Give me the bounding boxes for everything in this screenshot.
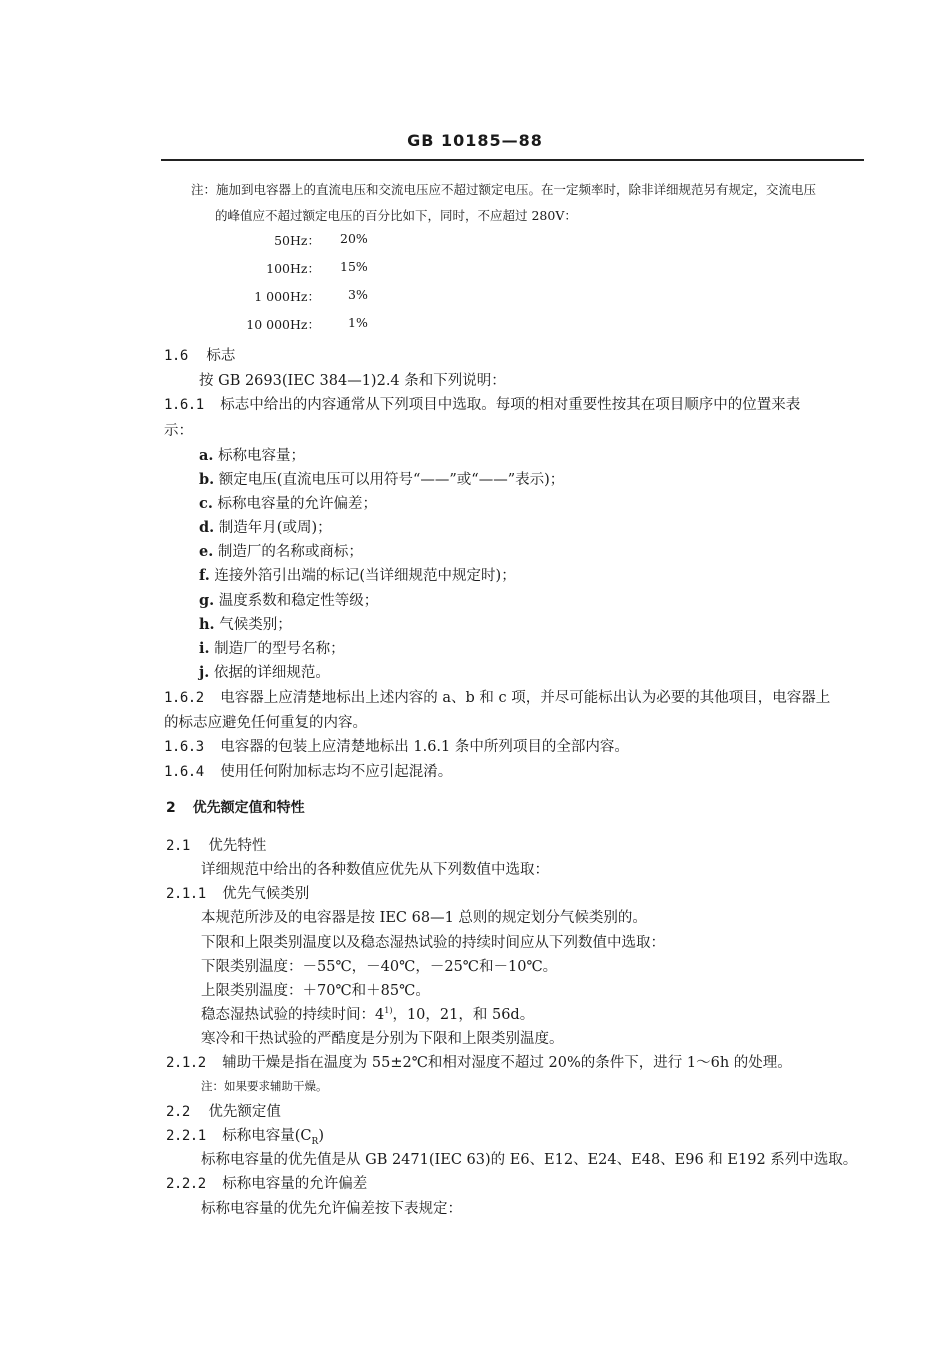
climate-line: 下限和上限类别温度以及稳态湿热试验的持续时间应从下列数值中选取： — [201, 935, 665, 951]
section-number: 2.2.2 — [166, 1176, 206, 1192]
list-item — [199, 661, 330, 682]
item-letter: h. — [199, 616, 215, 633]
footnote-ref: 1) — [384, 1006, 393, 1016]
section-title: 标称电容量的允许偏差 — [222, 1176, 368, 1192]
item-text: 制造年月(或周)； — [218, 520, 332, 536]
section-number: 1.6 — [164, 348, 188, 364]
list-item — [199, 516, 332, 537]
freq-percent: 15% — [340, 259, 368, 274]
note-line-1: 注：施加到电容器上的直流电压和交流电压应不超过额定电压。在一定频率时，除非详细规范另有规定，交流电压 — [191, 182, 817, 197]
header-rule — [161, 159, 864, 161]
freq-percent: 3% — [348, 287, 368, 302]
section-title: 优先气候类别 — [222, 886, 310, 902]
freq-label: 1 000Hz： — [254, 289, 320, 304]
freq-label: 10 000Hz： — [246, 317, 320, 332]
section-number: 1.6.4 — [164, 764, 204, 780]
list-item — [199, 564, 516, 585]
item-text: 气候类别； — [219, 617, 292, 633]
title-subscript: R — [311, 1136, 319, 1147]
freq-label: 100Hz： — [266, 261, 320, 276]
section-1-6-2 — [164, 686, 830, 707]
item-text: 标称电容量的允许偏差； — [217, 496, 377, 512]
item-text: 连接外箔引出端的标记(当详细规范中规定时)； — [214, 568, 516, 584]
section-number: 1.6.2 — [164, 690, 204, 706]
item-letter: g. — [199, 592, 215, 609]
note-line-2: 的峰值应不超过额定电压的百分比如下，同时，不应超过 280V： — [215, 208, 577, 223]
section-2-1-2 — [166, 1051, 792, 1072]
item-letter: c. — [199, 495, 213, 512]
section-2-1-heading — [166, 834, 266, 855]
section-number: 2.1.2 — [166, 1055, 206, 1071]
item-letter: j. — [199, 664, 210, 681]
section-2-2-heading — [166, 1100, 281, 1121]
page-header: GB 10185—88 — [407, 131, 543, 150]
freq-percent: 1% — [348, 315, 368, 330]
section-2-heading — [166, 797, 305, 817]
section-1-6-intro: 按 GB 2693(IEC 384—1)2.4 条和下列说明： — [199, 373, 506, 389]
list-item — [199, 444, 305, 465]
title-close: ) — [318, 1128, 324, 1144]
item-letter: b. — [199, 471, 215, 488]
section-text: 电容器上应清楚地标出上述内容的 a、b 和 c 项，并尽可能标出认为必要的其他项目，电容器上 — [220, 690, 831, 706]
damp-heat-values: ，10，21，和 56d。 — [392, 1007, 535, 1023]
section-text: 标志中给出的内容通常从下列项目中选取。每项的相对重要性按其在项目顺序中的位置来表 — [220, 397, 801, 413]
section-1-6-4 — [164, 760, 452, 781]
damp-heat-text: 稳态湿热试验的持续时间：4 — [201, 1007, 385, 1023]
section-text: 电容器的包装上应清楚地标出 1.6.1 条中所列项目的全部内容。 — [220, 739, 629, 755]
section-title: 优先额定值和特性 — [192, 800, 305, 816]
section-number: 1.6.1 — [164, 397, 204, 413]
cold-dry-line: 寒冷和干热试验的严酷度是分别为下限和上限类别温度。 — [201, 1031, 564, 1047]
section-number: 2.1.1 — [166, 886, 206, 902]
section-number: 2.1 — [166, 838, 190, 854]
section-title — [222, 1128, 324, 1147]
item-letter: f. — [199, 567, 210, 584]
list-item — [199, 468, 564, 489]
list-item — [199, 637, 345, 658]
section-1-6-heading — [164, 344, 235, 365]
section-2-1-intro: 详细规范中给出的各种数值应优先从下列数值中选取： — [201, 862, 549, 878]
section-2-1-1-heading — [166, 882, 309, 903]
title-text: 标称电容量(C — [222, 1128, 312, 1144]
section-2-1-2-note: 注：如果要求辅助干燥。 — [201, 1079, 328, 1093]
item-letter: e. — [199, 543, 214, 560]
section-2-2-2-text: 标称电容量的优先允许偏差按下表规定： — [201, 1201, 462, 1217]
section-text: 辅助干燥是指在温度为 55±2℃和相对湿度不超过 20%的条件下，进行 1～6h 的处理。 — [222, 1055, 792, 1071]
item-letter: d. — [199, 519, 215, 536]
freq-percent: 20% — [340, 231, 368, 246]
section-number: 2.2.1 — [166, 1128, 206, 1144]
list-item — [199, 613, 292, 634]
list-item — [199, 589, 378, 610]
damp-heat-line — [201, 1003, 534, 1024]
section-number: 1.6.3 — [164, 739, 204, 755]
item-text: 依据的详细规范。 — [213, 665, 330, 681]
section-title: 优先额定值 — [208, 1104, 281, 1120]
section-1-6-1-cont: 示： — [164, 423, 193, 439]
section-title: 标志 — [206, 348, 236, 364]
climate-line: 下限类别温度：－55℃，－40℃，－25℃和－10℃。 — [201, 959, 558, 975]
section-1-6-2-cont: 的标志应避免任何重复的内容。 — [164, 715, 367, 731]
item-letter: a. — [199, 447, 214, 464]
section-number: 2 — [166, 800, 176, 816]
section-1-6-1 — [164, 393, 800, 414]
section-title: 优先特性 — [208, 838, 267, 854]
section-number: 2.2 — [166, 1104, 190, 1120]
item-text: 额定电压(直流电压可以用符号“——”或“——”表示)； — [218, 472, 565, 488]
section-2-2-2-heading — [166, 1172, 367, 1193]
climate-line: 上限类别温度：＋70℃和＋85℃。 — [201, 983, 430, 999]
item-text: 制造厂的型号名称； — [214, 641, 345, 657]
item-text: 制造厂的名称或商标； — [217, 544, 363, 560]
item-text: 标称电容量； — [218, 448, 306, 464]
list-item — [199, 492, 377, 513]
item-text: 温度系数和稳定性等级； — [218, 593, 379, 609]
climate-line: 本规范所涉及的电容器是按 IEC 68—1 总则的规定划分气候类别的。 — [201, 910, 647, 926]
section-text: 使用任何附加标志均不应引起混淆。 — [220, 764, 453, 780]
section-2-2-1-text: 标称电容量的优先值是从 GB 2471(IEC 63)的 E6、E12、E24、E48、E96 和 E192 系列中选取。 — [201, 1152, 858, 1168]
section-1-6-3 — [164, 735, 629, 756]
section-2-2-1-heading — [166, 1124, 324, 1147]
item-letter: i. — [199, 640, 210, 657]
list-item — [199, 540, 363, 561]
freq-label: 50Hz： — [274, 233, 320, 248]
